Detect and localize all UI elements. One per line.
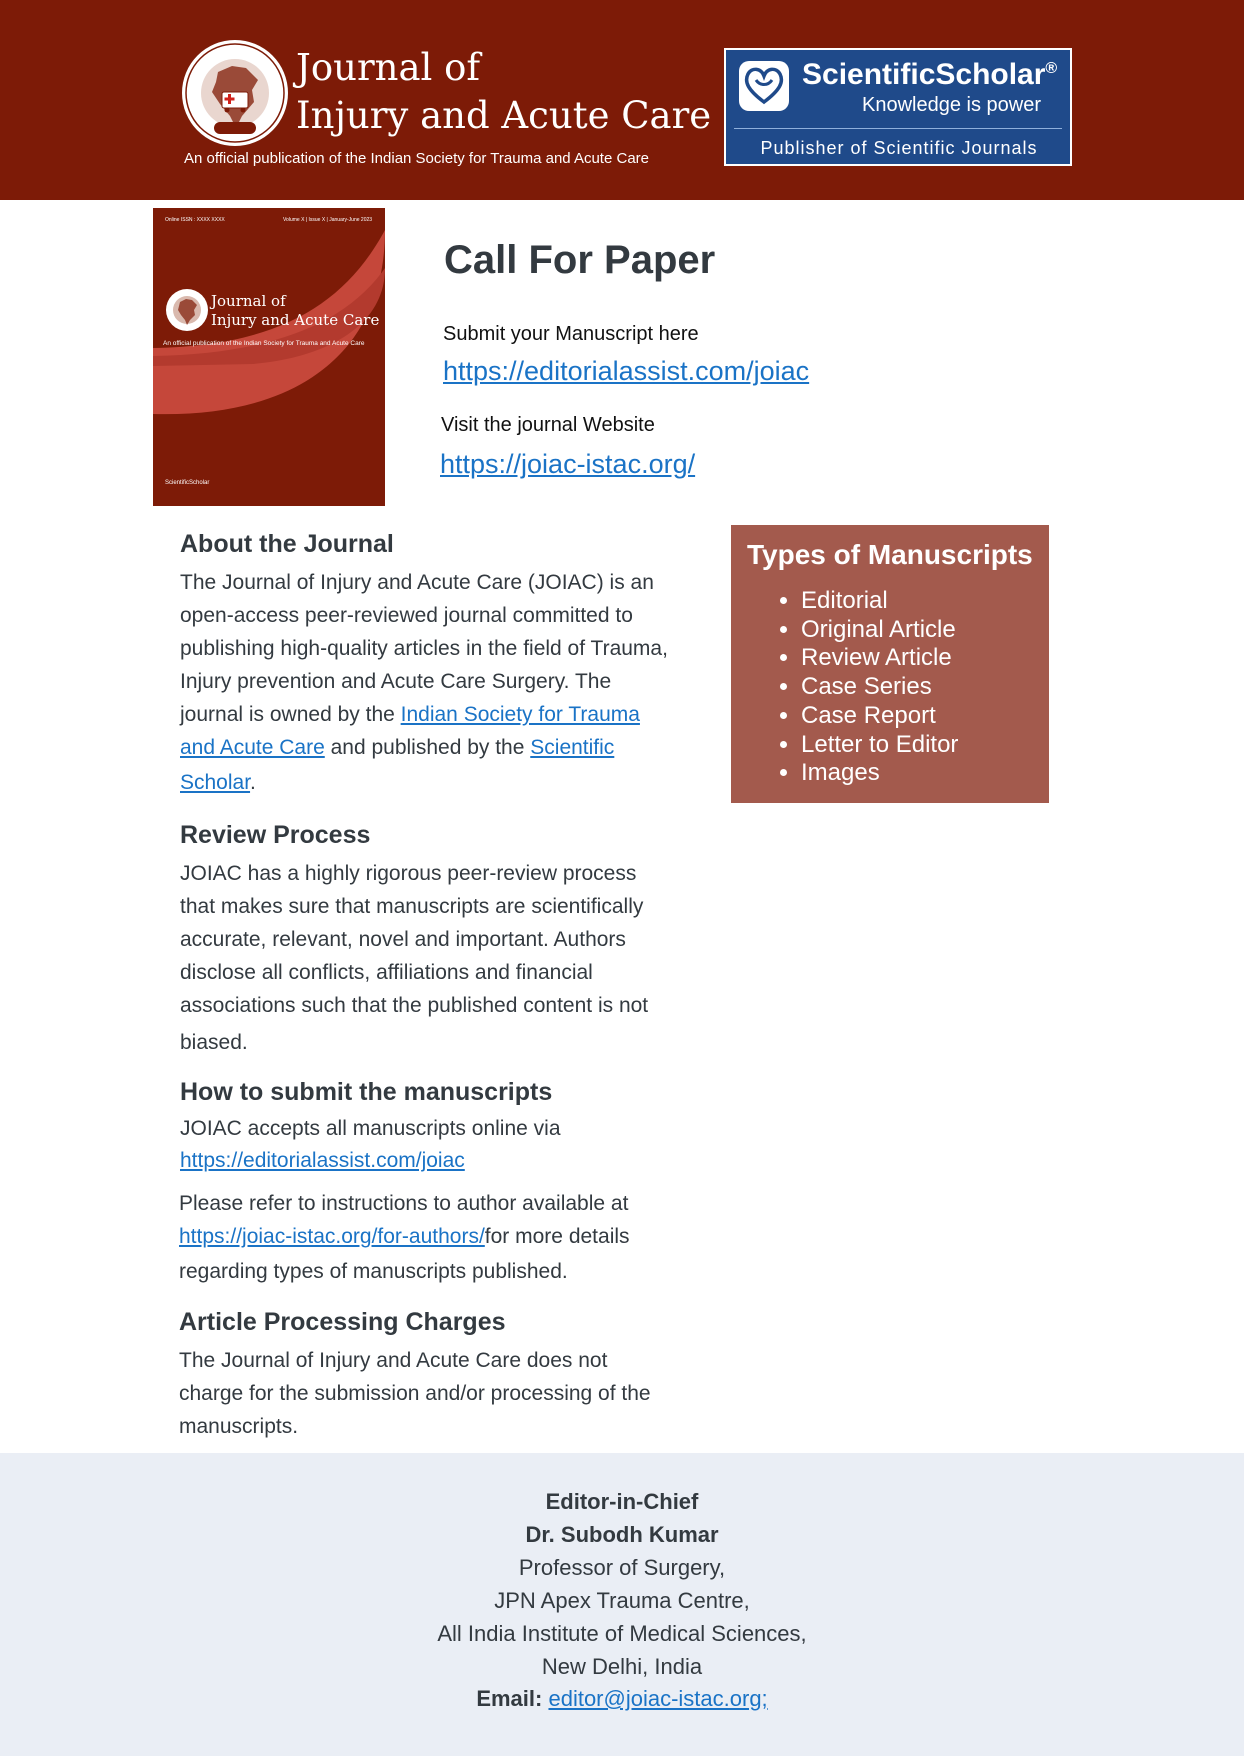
journal-title-line1: Journal of (296, 46, 481, 89)
review-line: accurate, relevant, novel and important. Authors (180, 928, 626, 951)
about-line: The Journal of Injury and Acute Care (JOIAC) is an (180, 571, 654, 594)
cover-title (211, 292, 379, 330)
cover-title-line2: Injury and Acute Care (211, 311, 380, 329)
apc-line: The Journal of Injury and Acute Care does not (179, 1349, 608, 1372)
types-list (801, 587, 958, 788)
editor-centre: JPN Apex Trauma Centre, (494, 1588, 750, 1613)
cover-issue: Volume X | Issue X | January-June 2023 (283, 217, 373, 223)
editor-role: Editor-in-Chief (545, 1489, 699, 1514)
editor-email-link[interactable]: editor@joiac-istac.org; (548, 1686, 768, 1711)
publisher-logo-box (724, 48, 1072, 166)
society-link[interactable]: Indian Society for Trauma (400, 703, 640, 726)
editor-footer (0, 1453, 1244, 1756)
submit-manuscript-label: Submit your Manuscript here (443, 323, 699, 345)
types-of-manuscripts-box (731, 525, 1049, 803)
cover-subtitle: An official publication of the Indian Society for Trauma and Acute Care (163, 340, 365, 347)
scientific-scholar-link[interactable]: Scientific (530, 736, 615, 759)
editorialassist-link[interactable]: https://editorialassist.com/joiac (180, 1149, 465, 1172)
scientificscholar-heart-icon (738, 60, 790, 112)
about-line: Scholar. (180, 771, 256, 794)
review-line: disclose all conflicts, affiliations and financial (180, 961, 593, 984)
list-item: • Letter to Editor (801, 731, 958, 760)
review-paragraph (180, 857, 648, 1059)
instructions-line: https://joiac-istac.org/for-authors/for more details (179, 1225, 630, 1248)
publisher-name: ScientificScholar® (802, 58, 1058, 91)
apc-line: charge for the submission and/or processing of the (179, 1382, 651, 1405)
submit-manuscript-link[interactable]: https://editorialassist.com/joiac (443, 356, 810, 386)
journal-cover-thumbnail (153, 208, 385, 506)
submit-line (180, 1145, 561, 1177)
journal-website-link[interactable]: https://joiac-istac.org/ (440, 449, 696, 479)
instructions-line: Please refer to instructions to author available at (179, 1192, 629, 1215)
about-line: Injury prevention and Acute Care Surgery. The (180, 670, 612, 693)
editor-email-line (0, 1686, 1244, 1712)
journal-title-line2: Injury and Acute Care (296, 94, 712, 137)
list-item: • Review Article (801, 644, 958, 673)
publisher-divider (734, 128, 1062, 129)
review-line: associations such that the published content is not (180, 994, 649, 1017)
list-item: • Case Report (801, 702, 958, 731)
list-item: • Original Article (801, 616, 958, 645)
publisher-tagline: Knowledge is power (862, 94, 1041, 116)
journal-subtitle: An official publication of the Indian Society for Trauma and Acute Care (184, 150, 649, 167)
email-label: Email: (476, 1686, 543, 1711)
society-link-cont[interactable]: and Acute Care (180, 736, 325, 759)
for-authors-link[interactable]: https://joiac-istac.org/for-authors/ (179, 1225, 485, 1248)
list-item: • Images (801, 759, 958, 788)
cover-arc-graphic (153, 208, 385, 506)
cover-title-line1: Journal of (211, 292, 286, 310)
how-to-submit-paragraph (180, 1113, 561, 1177)
header-banner (0, 0, 1244, 200)
scientific-scholar-link-cont[interactable]: Scholar (180, 771, 251, 794)
apc-line: manuscripts. (179, 1415, 299, 1438)
visit-website-label: Visit the journal Website (441, 414, 655, 436)
editor-institute: All India Institute of Medical Sciences, (437, 1621, 807, 1646)
list-item: • Case Series (801, 673, 958, 702)
review-line: that makes sure that manuscripts are scientifically (180, 895, 644, 918)
about-heading: About the Journal (180, 530, 394, 558)
about-paragraph (180, 566, 668, 799)
submit-line: JOIAC accepts all manuscripts online via (180, 1117, 561, 1140)
editor-location: New Delhi, India (541, 1654, 703, 1679)
apc-paragraph (179, 1344, 651, 1443)
cover-issn: Online ISSN : XXXX XXXX (165, 217, 225, 223)
about-line: journal is owned by the Indian Society for Trauma (180, 703, 640, 726)
about-line: publishing high-quality articles in the field of Trauma, (180, 637, 668, 660)
journal-title (296, 44, 711, 140)
review-heading: Review Process (180, 821, 371, 849)
list-item: • Editorial (801, 587, 958, 616)
apc-heading: Article Processing Charges (179, 1308, 506, 1336)
how-to-submit-heading: How to submit the manuscripts (180, 1078, 553, 1106)
types-heading: Types of Manuscripts (747, 539, 1033, 570)
review-line: JOIAC has a highly rigorous peer-review process (180, 862, 637, 885)
review-line: biased. (180, 1031, 248, 1054)
registered-mark: ® (1045, 60, 1058, 77)
editor-title: Professor of Surgery, (518, 1555, 726, 1580)
editor-name: Dr. Subodh Kumar (525, 1522, 719, 1547)
about-line: open-access peer-reviewed journal committed to (180, 604, 633, 627)
instructions-line: regarding types of manuscripts published. (179, 1260, 568, 1283)
instructions-paragraph (179, 1187, 630, 1288)
istac-seal-logo (180, 38, 290, 148)
call-for-paper-title: Call For Paper (444, 238, 716, 282)
about-line: and Acute Care and published by the Scientific (180, 736, 615, 759)
cover-publisher: ScientificScholar (165, 480, 210, 486)
publisher-line: Publisher of Scientific Journals (760, 138, 1038, 158)
cover-seal-logo (165, 288, 209, 332)
